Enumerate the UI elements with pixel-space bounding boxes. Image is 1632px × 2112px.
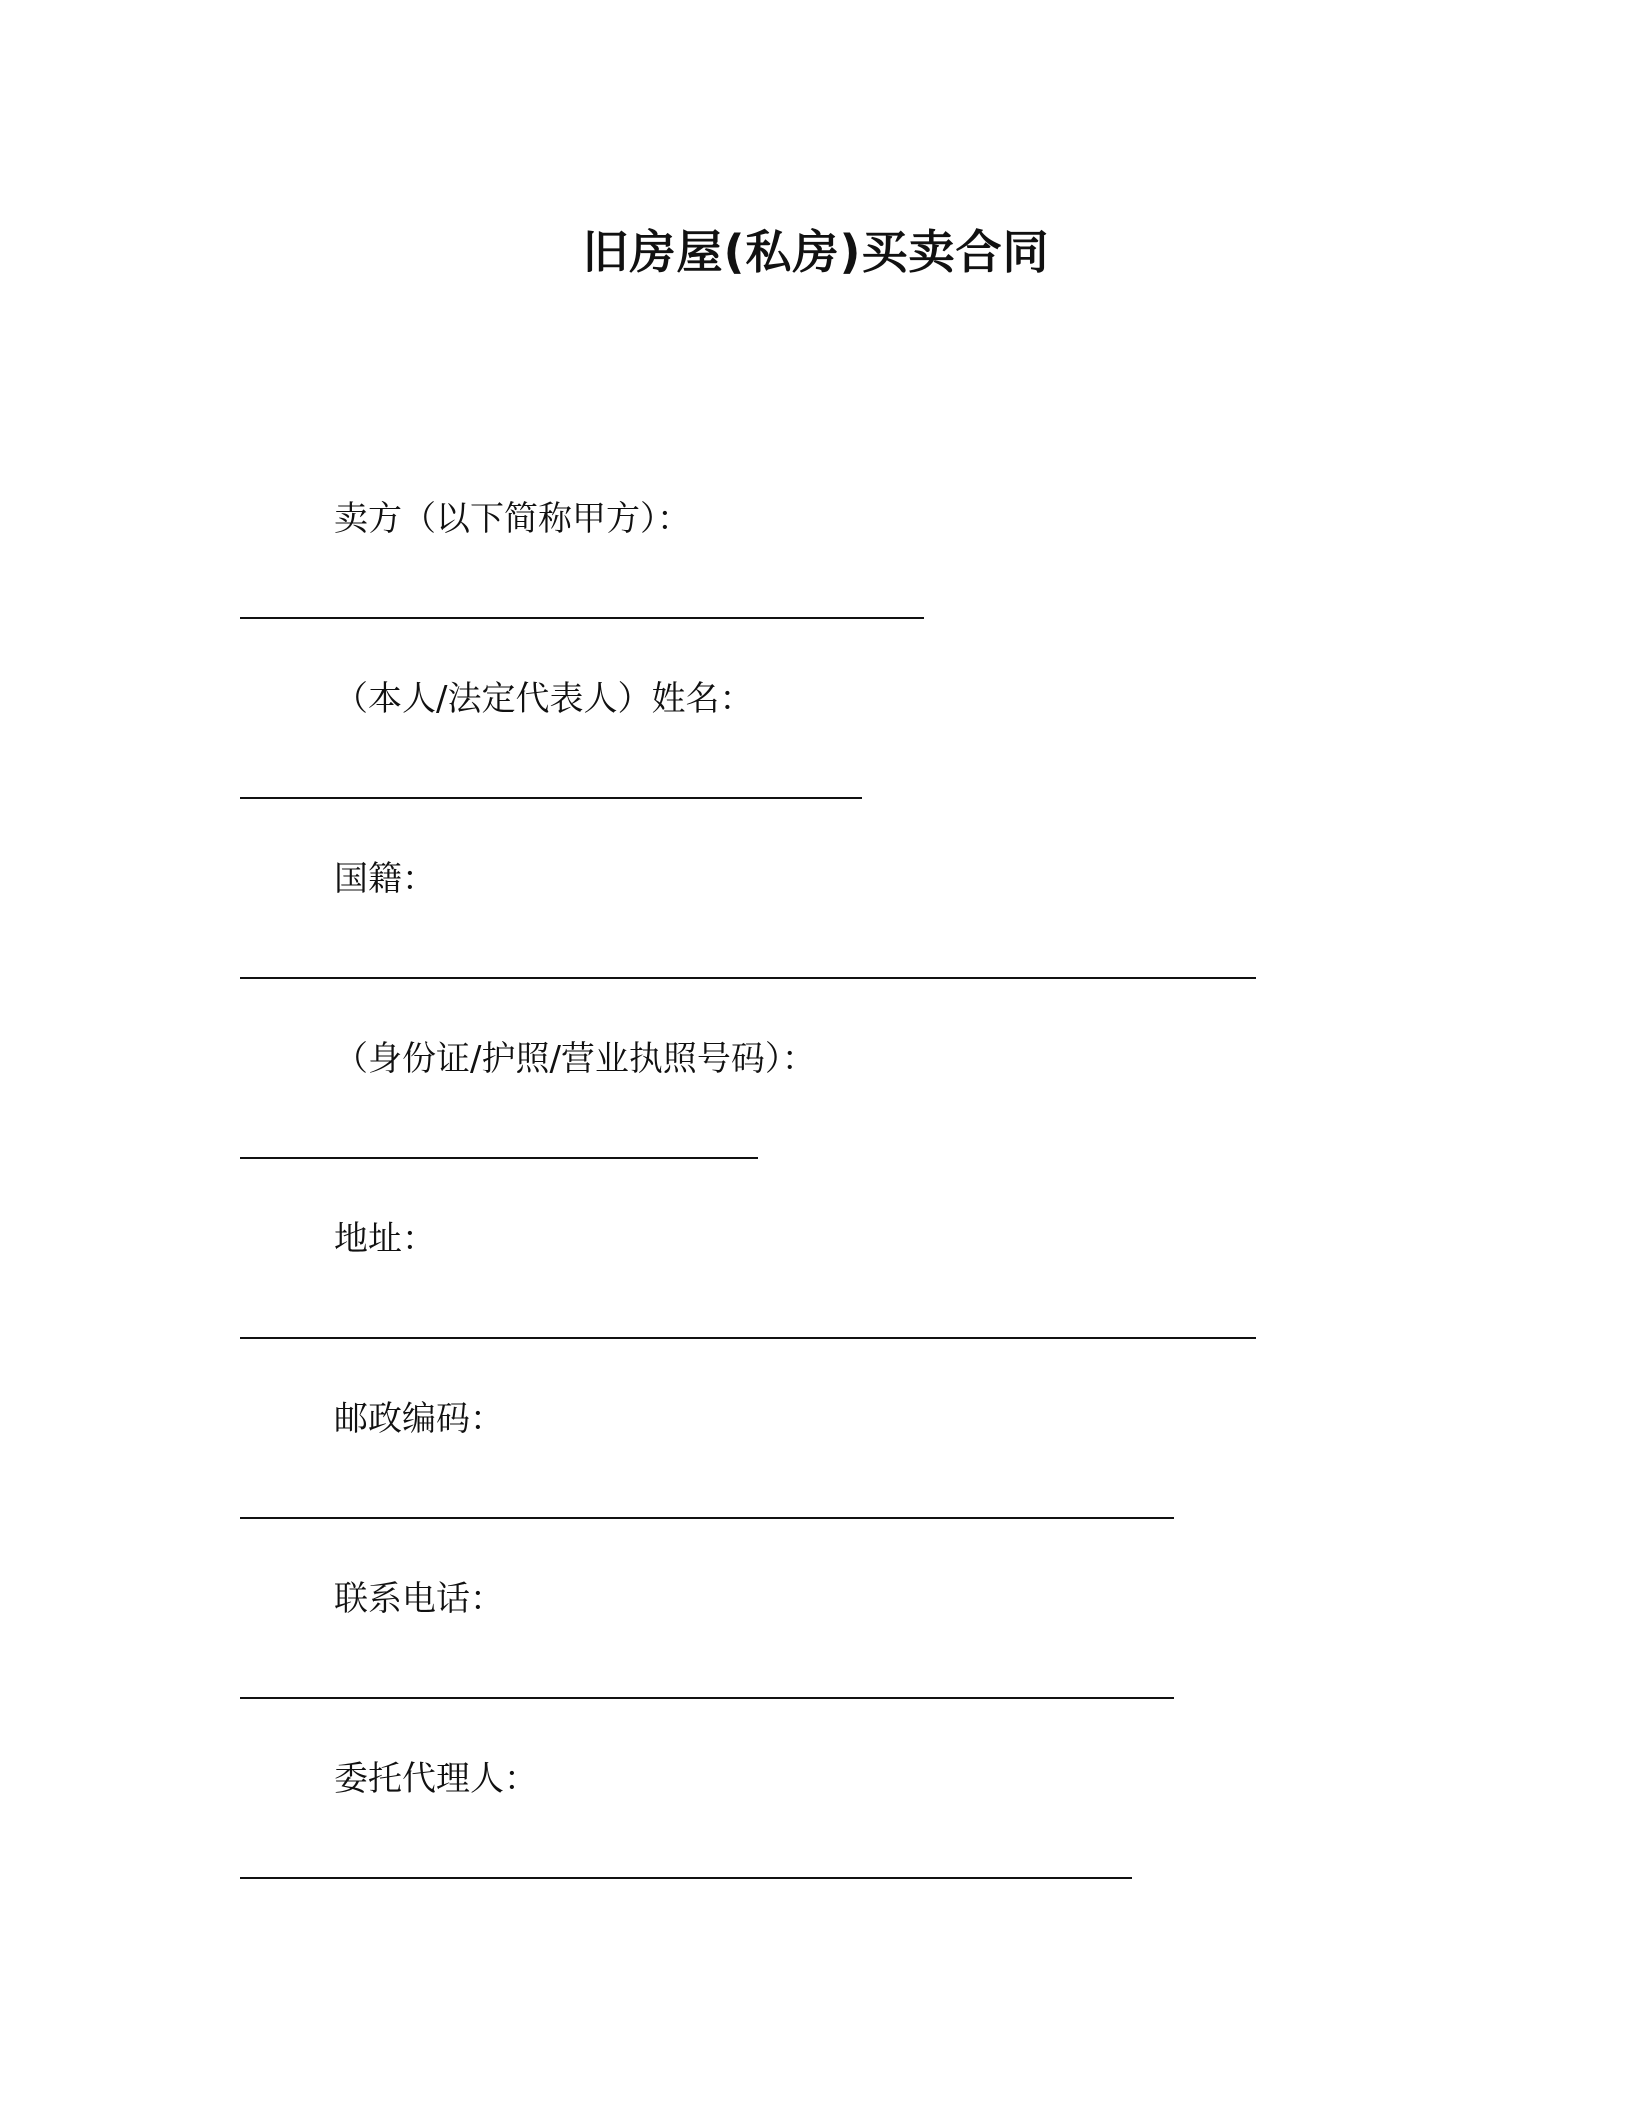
postal-code-label: 邮政编码： — [334, 1399, 504, 1439]
nationality-label: 国籍： — [334, 859, 436, 899]
id-number-blank-line — [240, 1157, 758, 1159]
agent-blank-line — [240, 1877, 1132, 1879]
document-title: 旧房屋(私房)买卖合同 — [582, 225, 1050, 279]
postal-code-blank-line — [240, 1517, 1174, 1519]
name-label: （本人/法定代表人）姓名： — [334, 679, 754, 719]
phone-blank-line — [240, 1697, 1174, 1699]
id-number-label: （身份证/护照/营业执照号码）： — [334, 1039, 816, 1079]
agent-label: 委托代理人： — [334, 1759, 538, 1799]
seller-label: 卖方（以下简称甲方）： — [334, 499, 691, 539]
name-blank-line — [240, 797, 862, 799]
phone-label: 联系电话： — [334, 1579, 504, 1619]
address-label: 地址： — [334, 1219, 436, 1259]
nationality-blank-line — [240, 977, 1256, 979]
seller-blank-line — [240, 617, 924, 619]
address-blank-line — [240, 1337, 1256, 1339]
